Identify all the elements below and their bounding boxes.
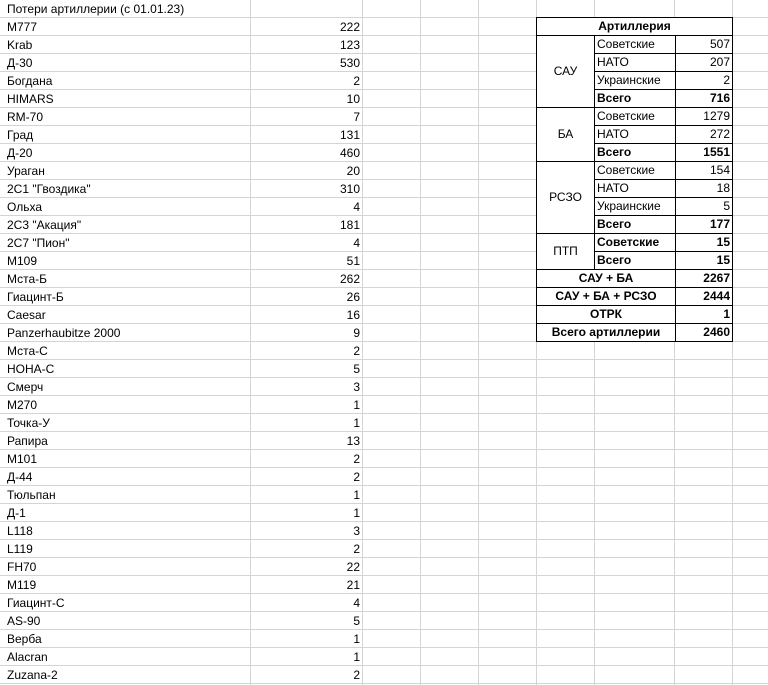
row-value-cell[interactable]: 1 <box>353 632 360 646</box>
grid-column-line <box>420 0 421 685</box>
row-value-cell[interactable]: 131 <box>339 128 360 142</box>
row-value-cell[interactable]: 1 <box>353 416 360 430</box>
grid-row-line <box>0 593 768 594</box>
row-value-cell[interactable]: 2 <box>353 470 360 484</box>
group-ptp[interactable]: ПТП <box>537 234 595 270</box>
row-name-cell[interactable]: FH70 <box>7 560 37 574</box>
row-value-cell[interactable]: 3 <box>353 380 360 394</box>
sau-ukr-label[interactable]: Украинские <box>595 72 676 90</box>
row-value-cell[interactable]: 123 <box>339 38 360 52</box>
row-value-cell[interactable]: 21 <box>346 578 360 592</box>
row-name-cell[interactable]: M777 <box>7 20 38 34</box>
otrk-value[interactable]: 1 <box>676 306 733 324</box>
grid-row-line <box>0 467 768 468</box>
sau-ba-label[interactable]: САУ + БА <box>537 270 676 288</box>
ptp-total-label[interactable]: Всего <box>595 252 676 270</box>
otrk-label[interactable]: ОТРК <box>537 306 676 324</box>
grid-row-line <box>0 449 768 450</box>
group-ba[interactable]: БА <box>537 108 595 162</box>
row-value-cell[interactable]: 2 <box>353 668 360 682</box>
row-name-cell[interactable]: Град <box>7 128 34 142</box>
sau-soviet-label[interactable]: Советские <box>595 36 676 54</box>
rszo-total-value[interactable]: 177 <box>676 216 733 234</box>
rszo-soviet-value[interactable]: 154 <box>676 162 733 180</box>
ba-nato-value[interactable]: 272 <box>676 126 733 144</box>
grid-row-line <box>0 539 768 540</box>
row-name-cell[interactable]: Мста-Б <box>7 272 48 286</box>
grid-row-line <box>0 485 768 486</box>
row-name-cell[interactable]: Верба <box>7 632 42 646</box>
row-value-cell[interactable]: 5 <box>353 362 360 376</box>
grid-row-line <box>0 575 768 576</box>
row-name-cell[interactable]: Ураган <box>7 164 45 178</box>
ba-total-label[interactable]: Всего <box>595 144 676 162</box>
row-name-cell[interactable]: Caesar <box>7 308 46 322</box>
grid-column-line <box>478 0 479 685</box>
row-name-cell[interactable]: M270 <box>7 398 38 412</box>
sau-ba-value[interactable]: 2267 <box>676 270 733 288</box>
row-name-cell[interactable]: 2С7 "Пион" <box>7 236 70 250</box>
row-value-cell[interactable]: 4 <box>353 200 360 214</box>
row-name-cell[interactable]: Д-20 <box>7 146 33 160</box>
row-name-cell[interactable]: M119 <box>7 578 37 592</box>
grid-row-line <box>0 359 768 360</box>
ba-soviet-label[interactable]: Советские <box>595 108 676 126</box>
row-value-cell[interactable]: 7 <box>353 110 360 124</box>
rszo-soviet-label[interactable]: Советские <box>595 162 676 180</box>
grid-row-line <box>0 665 768 666</box>
row-value-cell[interactable]: 1 <box>353 398 360 412</box>
row-name-cell[interactable]: L119 <box>7 542 33 556</box>
row-value-cell[interactable]: 262 <box>339 272 360 286</box>
row-name-cell[interactable]: L118 <box>7 524 33 538</box>
row-name-cell[interactable]: Мста-С <box>7 344 48 358</box>
grid-column-line <box>362 0 363 685</box>
sau-soviet-value[interactable]: 507 <box>676 36 733 54</box>
rszo-ukr-value[interactable]: 5 <box>676 198 733 216</box>
sau-ba-rszo-value[interactable]: 2444 <box>676 288 733 306</box>
sau-nato-label[interactable]: НАТО <box>595 54 676 72</box>
ptp-soviet-label[interactable]: Советские <box>595 234 676 252</box>
row-value-cell[interactable]: 16 <box>346 308 360 322</box>
row-value-cell[interactable]: 2 <box>353 74 360 88</box>
row-value-cell[interactable]: 4 <box>353 236 360 250</box>
ba-nato-label[interactable]: НАТО <box>595 126 676 144</box>
sau-total-value[interactable]: 716 <box>676 90 733 108</box>
row-name-cell[interactable]: M109 <box>7 254 38 268</box>
grid-row-line <box>0 413 768 414</box>
row-name-cell[interactable]: Zuzana-2 <box>7 668 58 682</box>
sau-nato-value[interactable]: 207 <box>676 54 733 72</box>
summary-header[interactable]: Артиллерия <box>537 18 733 36</box>
row-name-cell[interactable]: Гиацинт-Б <box>7 290 64 304</box>
row-name-cell[interactable]: 2С3 "Акация" <box>7 218 82 232</box>
group-sau[interactable]: САУ <box>537 36 595 108</box>
row-name-cell[interactable]: Смерч <box>7 380 44 394</box>
ptp-soviet-value[interactable]: 15 <box>676 234 733 252</box>
grid-row-line <box>0 557 768 558</box>
row-name-cell[interactable]: Рапира <box>7 434 48 448</box>
grid-row-line <box>0 431 768 432</box>
group-rszo[interactable]: РСЗО <box>537 162 595 234</box>
sau-ba-rszo-label[interactable]: САУ + БА + РСЗО <box>537 288 676 306</box>
row-name-cell[interactable]: 2С1 "Гвоздика" <box>7 182 91 196</box>
grid-row-line <box>0 683 768 684</box>
row-name-cell[interactable]: Ольха <box>7 200 42 214</box>
row-value-cell[interactable]: 13 <box>346 434 360 448</box>
row-name-cell[interactable]: Panzerhaubitze 2000 <box>7 326 121 340</box>
grid-row-line <box>0 395 768 396</box>
row-name-cell[interactable]: Alacran <box>7 650 48 664</box>
ba-total-value[interactable]: 1551 <box>676 144 733 162</box>
row-name-cell[interactable]: Богдана <box>7 74 53 88</box>
rszo-total-label[interactable]: Всего <box>595 216 676 234</box>
ba-soviet-value[interactable]: 1279 <box>676 108 733 126</box>
sheet-title-cell[interactable]: Потери артиллерии (с 01.01.23) <box>7 2 185 16</box>
sau-ukr-value[interactable]: 2 <box>676 72 733 90</box>
rszo-nato-label[interactable]: НАТО <box>595 180 676 198</box>
row-value-cell[interactable]: 181 <box>339 218 360 232</box>
row-value-cell[interactable]: 530 <box>339 56 360 70</box>
row-value-cell[interactable]: 1 <box>353 488 360 502</box>
summary-table <box>536 17 733 342</box>
row-value-cell[interactable]: 2 <box>353 344 360 358</box>
row-name-cell[interactable]: M101 <box>7 452 38 466</box>
row-name-cell[interactable]: НОНА-С <box>7 362 55 376</box>
row-value-cell[interactable]: 1 <box>353 650 360 664</box>
row-value-cell[interactable]: 310 <box>339 182 360 196</box>
row-name-cell[interactable]: AS-90 <box>7 614 41 628</box>
row-value-cell[interactable]: 460 <box>339 146 360 160</box>
grid-row-line <box>0 503 768 504</box>
sau-total-label[interactable]: Всего <box>595 90 676 108</box>
row-value-cell[interactable]: 20 <box>346 164 360 178</box>
grid-row-line <box>0 611 768 612</box>
row-name-cell[interactable]: Тюльпан <box>7 488 56 502</box>
row-name-cell[interactable]: Точка-У <box>7 416 50 430</box>
row-value-cell[interactable]: 2 <box>353 542 360 556</box>
row-value-cell[interactable]: 10 <box>346 92 360 106</box>
row-value-cell[interactable]: 51 <box>346 254 360 268</box>
row-value-cell[interactable]: 1 <box>353 506 360 520</box>
grid-row-line <box>0 629 768 630</box>
row-value-cell[interactable]: 9 <box>353 326 360 340</box>
row-value-cell[interactable]: 5 <box>353 614 360 628</box>
rszo-nato-value[interactable]: 18 <box>676 180 733 198</box>
row-value-cell[interactable]: 26 <box>346 290 360 304</box>
grid-row-line <box>0 647 768 648</box>
rszo-ukr-label[interactable]: Украинские <box>595 198 676 216</box>
row-value-cell[interactable]: 222 <box>339 20 360 34</box>
grid-row-line <box>0 377 768 378</box>
row-value-cell[interactable]: 22 <box>346 560 360 574</box>
row-name-cell[interactable]: Д-44 <box>7 470 33 484</box>
row-value-cell[interactable]: 2 <box>353 452 360 466</box>
grid-row-line <box>0 521 768 522</box>
row-name-cell[interactable]: Д-30 <box>7 56 33 70</box>
row-name-cell[interactable]: RM-70 <box>7 110 44 124</box>
row-name-cell[interactable]: Д-1 <box>7 506 26 520</box>
all-artillery-value[interactable]: 2460 <box>676 324 733 342</box>
ptp-total-value[interactable]: 15 <box>676 252 733 270</box>
row-value-cell[interactable]: 4 <box>353 596 360 610</box>
row-value-cell[interactable]: 3 <box>353 524 360 538</box>
row-name-cell[interactable]: HIMARS <box>7 92 54 106</box>
row-name-cell[interactable]: Гиацинт-С <box>7 596 65 610</box>
all-artillery-label[interactable]: Всего артиллерии <box>537 324 676 342</box>
row-name-cell[interactable]: Krab <box>7 38 33 52</box>
